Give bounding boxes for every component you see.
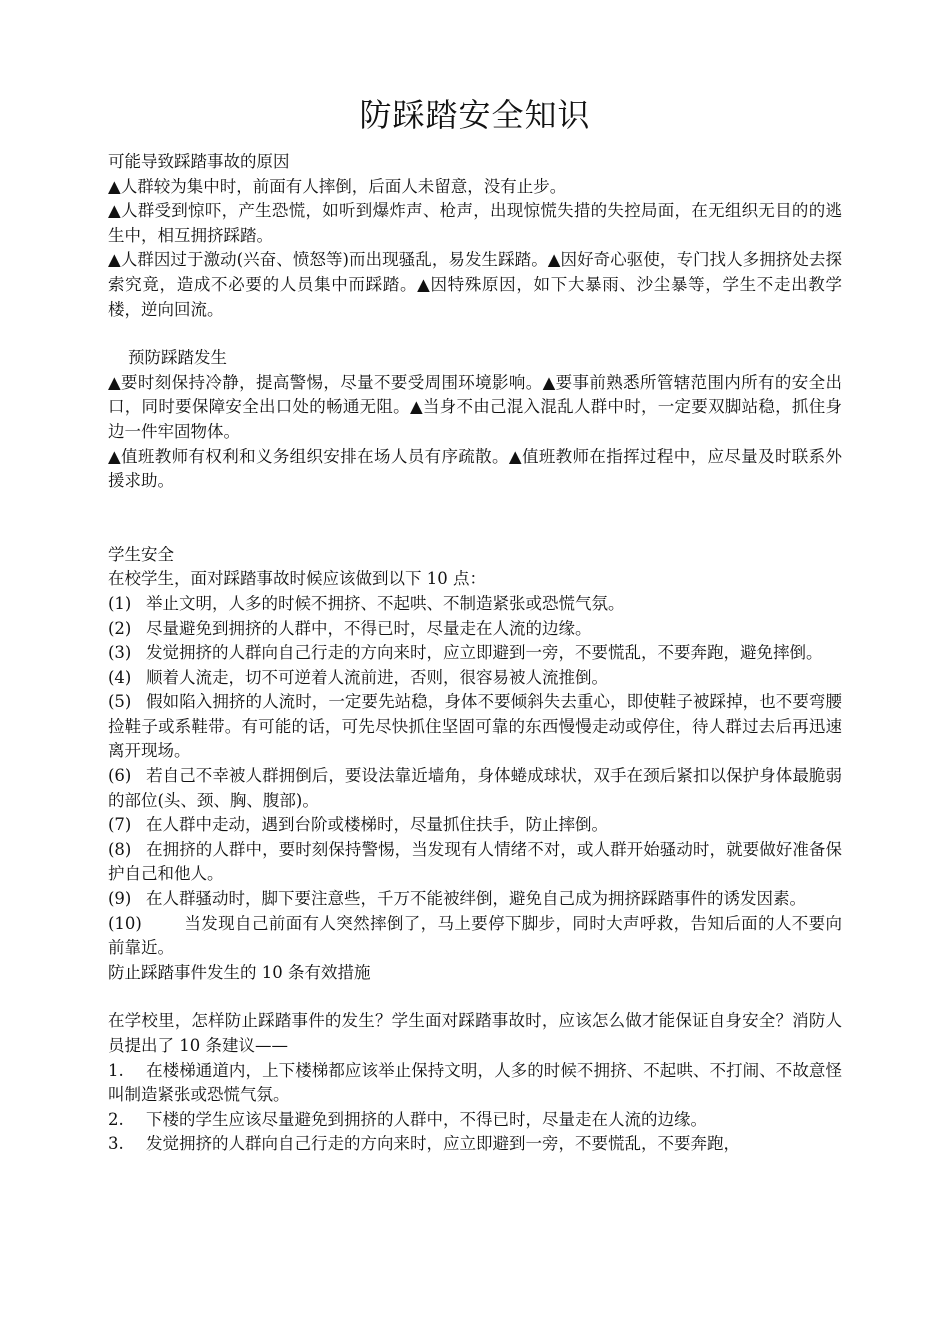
measures-item-3: 3. 发觉拥挤的人群向自己行走的方向来时，应立即避到一旁，不要慌乱，不要奔跑，: [108, 1134, 740, 1154]
prevent-heading: 预防踩踏发生: [128, 348, 227, 368]
student-item-1: (1) 举止文明，人多的时候不拥挤、不起哄、不制造紧张或恐慌气氛。: [108, 593, 625, 613]
measures-intro: 在学校里，怎样防止踩踏事件的发生？学生面对踩踏事故时，应该怎么做才能保证自身安全？消防人员提出了 10 条建议——: [108, 1011, 842, 1055]
student-item-4: (4) 顺着人流走，切不可逆着人流前进，否则，很容易被人流推倒。: [108, 667, 608, 687]
student-intro: 在校学生，面对踩踏事故时候应该做到以下 10 点：: [108, 569, 486, 589]
student-item-3: (3) 发觉拥挤的人群向自己行走的方向来时，应立即避到一旁，不要慌乱，不要奔跑，避免摔倒。: [108, 643, 823, 663]
prevent-paragraph-1: ▲要时刻保持冷静，提高警惕，尽量不要受周围环境影响。▲要事前熟悉所管辖范围内所有的安全出口，同时要保障安全出口处的畅通无阻。▲当身不由己混入混乱人群中时，一定要双脚站稳，抓住身边一件牢固物体。: [108, 372, 842, 441]
causes-paragraph-3: ▲人群因过于激动(兴奋、愤怒等)而出现骚乱，易发生踩踏。▲因好奇心驱使，专门找人多拥挤处去探索究竟，造成不必要的人员集中而踩踏。▲因特殊原因，如下大暴雨、沙尘暴等，学生不走出教学楼，逆向回流。: [108, 250, 842, 319]
causes-heading: 可能导致踩踏事故的原因: [108, 152, 290, 171]
student-item-7: (7) 在人群中走动，遇到台阶或楼梯时，尽量抓住扶手，防止摔倒。: [108, 815, 608, 835]
student-heading: 学生安全: [108, 544, 174, 564]
causes-paragraph-2: ▲人群受到惊吓，产生恐慌，如听到爆炸声、枪声，出现惊慌失措的失控局面，在无组织无目的的逃生中，相互拥挤踩踏。: [108, 201, 842, 245]
student-item-8: (8) 在拥挤的人群中，要时刻保持警惕，当发现有人情绪不对，或人群开始骚动时，就要做好准备保护自己和他人。: [108, 839, 842, 884]
causes-paragraph-1: ▲人群较为集中时，前面有人摔倒，后面人未留意，没有止步。: [108, 176, 567, 196]
measures-item-1: 1. 在楼梯通道内，上下楼梯都应该举止保持文明，人多的时候不拥挤、不起哄、不打闹、不故意怪叫制造紧张或恐慌气氛。: [108, 1060, 842, 1105]
document-body: [108, 150, 842, 1157]
student-item-5: (5) 假如陷入拥挤的人流时，一定要先站稳，身体不要倾斜失去重心，即使鞋子被踩掉，也不要弯腰捡鞋子或系鞋带。有可能的话，可先尽快抓住坚固可靠的东西慢慢走动或停住，待人群过去后再迅速离开现场。: [108, 692, 842, 761]
prevent-paragraph-2: ▲值班教师有权利和义务组织安排在场人员有序疏散。▲值班教师在指挥过程中，应尽量及时联系外援求助。: [108, 446, 842, 491]
student-item-2: (2) 尽量避免到拥挤的人群中，不得已时，尽量走在人流的边缘。: [108, 618, 592, 638]
measures-item-2: 2. 下楼的学生应该尽量避免到拥挤的人群中，不得已时，尽量走在人流的边缘。: [108, 1109, 707, 1129]
document-title: 防踩踏安全知识: [359, 96, 591, 134]
student-item-6: (6) 若自己不幸被人群拥倒后，要设法靠近墙角，身体蜷成球状，双手在颈后紧扣以保护身体最脆弱的部位(头、颈、胸、腹部)。: [108, 766, 842, 810]
measures-heading: 防止踩踏事件发生的 10 条有效措施: [108, 962, 371, 982]
student-item-9: (9) 在人群骚动时，脚下要注意些，千万不能被绊倒，避免自己成为拥挤踩踏事件的诱发因素。: [108, 889, 806, 909]
student-item-10: (10) 当发现自己前面有人突然摔倒了，马上要停下脚步，同时大声呼救，告知后面的人不要向前靠近。: [108, 913, 842, 958]
